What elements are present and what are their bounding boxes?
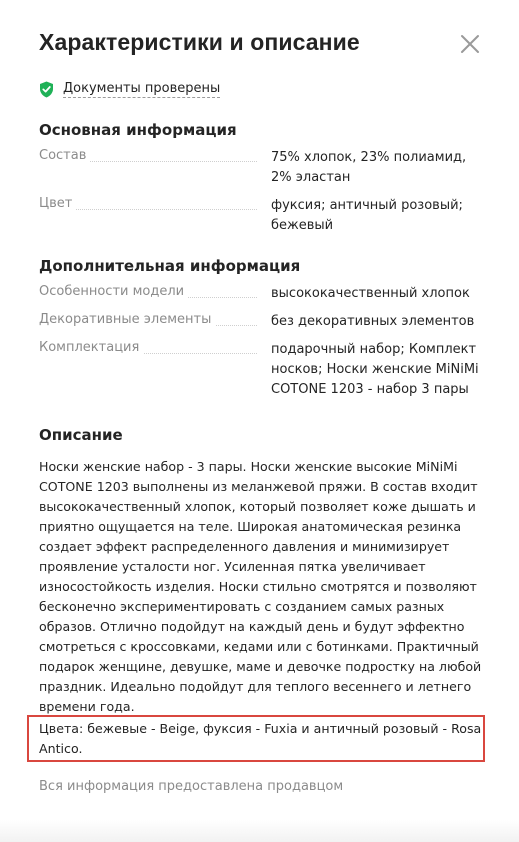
close-button[interactable] (459, 33, 481, 55)
spec-label: Цвет (39, 196, 76, 211)
extra-info-heading: Дополнительная информация (39, 257, 301, 275)
spec-label: Состав (39, 148, 90, 163)
close-icon (459, 33, 481, 55)
basic-info-heading: Основная информация (39, 121, 237, 139)
spec-row-color (39, 196, 481, 233)
spec-row-composition (39, 148, 481, 185)
spec-value: высококачественный хлопок (271, 286, 470, 301)
description-text (39, 457, 487, 717)
description-paragraph: Носки женские набор - 3 пары. Носки женские высокие MiNiMi COTONE 1203 выполнены из меланжевой пряжи. В состав входит высококачественный хлопок, который позволяет коже дышать и приятно ощущается на теле. Широкая анатомическая резинка создает эффект распределенного давления и минимизирует проявление усталости ног. Усиленная пятка увеличивает износостойкость изделия. Носки стильно смотрятся и позволяют бесконечно экспериментировать с созданием самых разных образов. Отлично подойдут на каждый день и будут эффектно смотреться с кроссовками, кедами или с ботинками. Практичный подарок женщине, девушке, маме и девочке подростку на любой праздник. Идеально подойдут для теплого весеннего и летнего времени года. (39, 459, 482, 714)
spec-row-model-features (39, 284, 481, 306)
colors-text: Цвета: бежевые - Beige, фуксия - Fuxia и античный розовый - Rosa Antico. (39, 721, 482, 756)
description-heading: Описание (39, 426, 123, 444)
shield-check-icon (39, 81, 54, 98)
documents-verified[interactable] (39, 80, 220, 98)
spec-value: 75% хлопок, 23% полиамид, 2% эластан (271, 150, 467, 185)
spec-label: Особенности модели (39, 284, 188, 299)
spec-value: подарочный набор; Комплект носков; Носки женские MiNiMi COTONE 1203 - набор 3 пары (271, 342, 479, 397)
seller-info-note: Вся информация предоставлена продавцом (39, 779, 344, 794)
documents-verified-link[interactable]: Документы проверены (63, 80, 221, 96)
spec-label: Комплектация (39, 340, 143, 355)
spec-value: фуксия; античный розовый; бежевый (271, 198, 463, 233)
spec-row-decorative (39, 312, 481, 334)
spec-label: Декоративные элементы (39, 312, 215, 327)
spec-row-package (39, 340, 481, 397)
modal-title: Характеристики и описание (39, 29, 360, 55)
modal-bottom-edge (0, 820, 519, 842)
spec-value: без декоративных элементов (271, 314, 475, 329)
